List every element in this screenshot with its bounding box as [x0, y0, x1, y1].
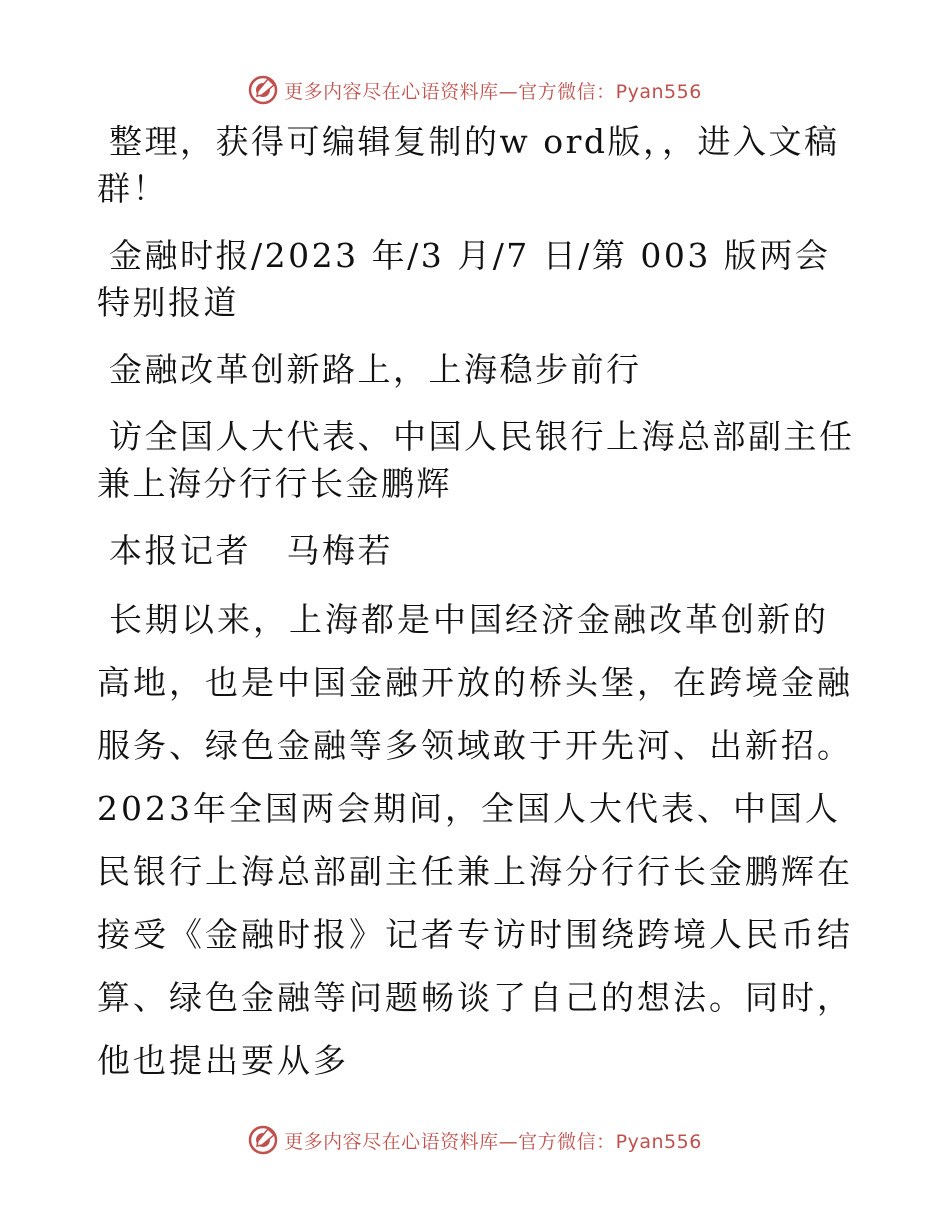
document-body: [97, 118, 857, 1112]
intro-text: 整理，获得可编辑复制的w ord版，，进入文稿群！: [97, 122, 840, 208]
header-banner-text: 更多内容尽在心语资料库—官方微信：Pyan556: [284, 80, 702, 103]
footer-banner: [0, 1120, 950, 1160]
article-title: 金融改革创新路上，上海稳步前行: [109, 350, 642, 389]
article-subtitle: 访全国人大代表、中国人民银行上海总部副主任兼上海分行行长金鹏辉: [97, 417, 855, 503]
body-paragraph: 长期以来，上海都是中国经济金融改革创新的高地，也是中国金融开放的桥头堡，在跨境金融服务、绿色金融等多领域敢于开先河、出新招。2023年全国两会期间，全国人大代表、中国人民银行上海总部副主任兼上海分行行长金鹏辉在接受《金融时报》记者专访时围绕跨境人民币结算、绿色金融等问题畅谈了自己的想法。同时，他也提出要从多: [97, 600, 853, 1080]
pen-circle-logo-icon: [248, 1125, 278, 1155]
header-banner: [0, 70, 950, 110]
pen-circle-logo-icon: [248, 75, 278, 105]
footer-banner-text: 更多内容尽在心语资料库—官方微信：Pyan556: [284, 1130, 702, 1153]
source-line: 金融时报/2023 年/3 月/7 日/第 003 版两会特别报道: [97, 236, 831, 322]
byline: 本报记者 马梅若: [109, 531, 393, 570]
